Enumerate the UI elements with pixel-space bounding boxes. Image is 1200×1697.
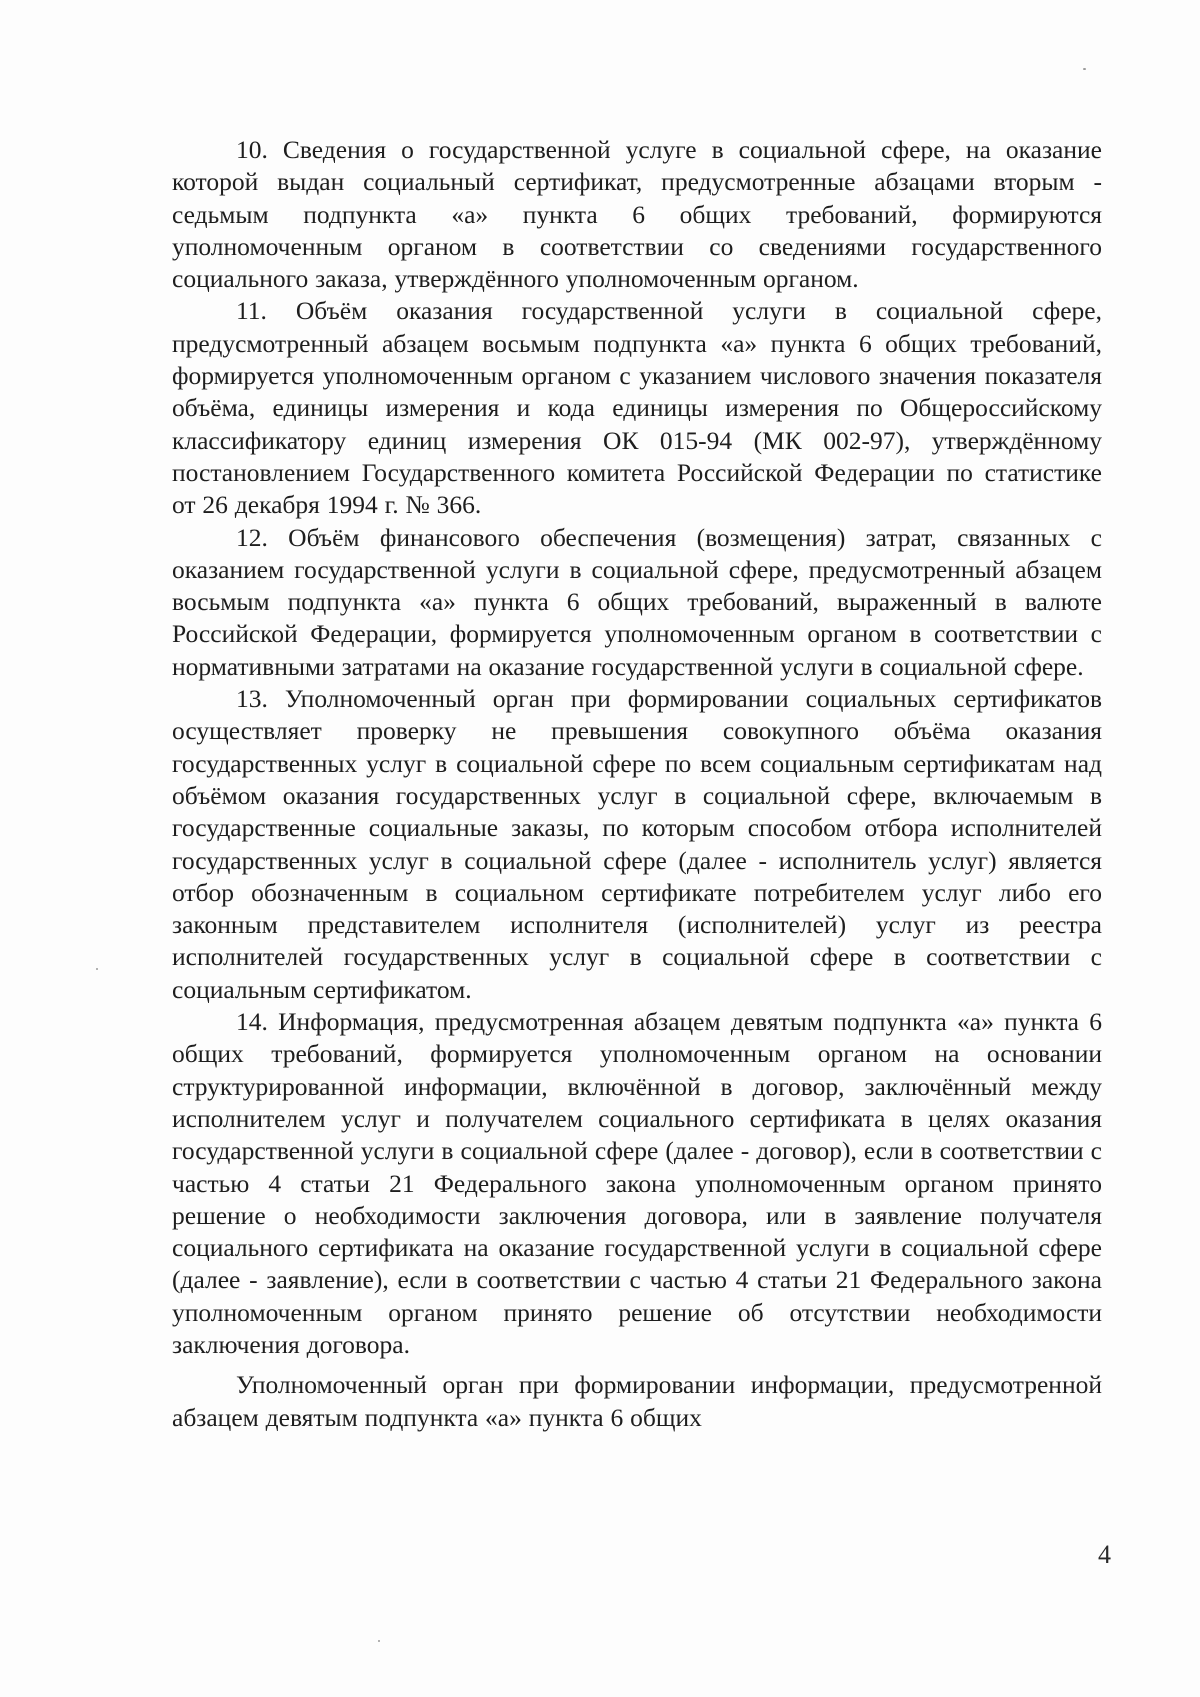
- paragraph-12: 12. Объём финансового обеспечения (возмещения) затрат, связанных с оказанием государственной услуги в социальной сфере, предусмотренный абзацем восьмым подпункта «а» пункта 6 общих требований, выраженный в валюте Российской Федерации, формируется уполномоченным органом в соответствии с нормативными затратами на оказание государственной услуги в социальной сфере.: [172, 522, 1102, 681]
- paragraph-continuation: Уполномоченный орган при формировании информации, предусмотренной абзацем девятым подпункта «а» пункта 6 общих: [172, 1370, 1102, 1432]
- scan-speck: [96, 968, 98, 970]
- document-body: [172, 134, 1102, 1434]
- scan-speck: [1083, 68, 1086, 70]
- paragraph-10: 10. Сведения о государственной услуге в социальной сфере, на оказание которой выдан социальный сертификат, предусмотренные абзацами вторым - седьмым подпункта «а» пункта 6 общих требований, формируются уполномоченным органом в соответствии со сведениями государственного социального заказа, утверждённого уполномоченным органом.: [172, 135, 1102, 294]
- paragraph-11: 11. Объём оказания государственной услуги в социальной сфере, предусмотренный абзацем восьмым подпункта «а» пункта 6 общих требований, формируется уполномоченным органом с указанием числового значения показателя объёма, единицы измерения и кода единицы измерения по Общероссийскому классификатору единиц измерения ОК 015-94 (МК 002-97), утверждённому постановлением Государственного комитета Российской Федерации по статистике от 26 декабря 1994 г. № 366.: [172, 296, 1102, 520]
- page-number: 4: [1098, 1540, 1111, 1569]
- paragraph-14: 14. Информация, предусмотренная абзацем девятым подпункта «а» пункта 6 общих требований, формируется уполномоченным органом на основании структурированной информации, включённой в договор, заключённый между исполнителем услуг и получателем социального сертификата в целях оказания государственной услуги в социальной сфере (далее - договор), если в соответствии с частью 4 статьи 21 Федерального закона уполномоченным органом принято решение о необходимости заключения договора, или в заявление получателя социального сертификата на оказание государственной услуги в социальной сфере (далее - заявление), если в соответствии с частью 4 статьи 21 Федерального закона уполномоченным органом принято решение об отсутствии необходимости заключения договора.: [172, 1007, 1102, 1359]
- paragraph-13: 13. Уполномоченный орган при формировании социальных сертификатов осуществляет проверку не превышения совокупного объёма оказания государственных услуг в социальной сфере по всем социальным сертификатам над объёмом оказания государственных услуг в социальной сфере, включаемым в государственные социальные заказы, по которым способом отбора исполнителей государственных услуг в социальной сфере (далее - исполнитель услуг) является отбор обозначенным в социальном сертификате потребителем услуг либо его законным представителем исполнителя (исполнителей) услуг из реестра исполнителей государственных услуг в социальной сфере в соответствии с социальным сертификатом.: [172, 684, 1102, 1004]
- scan-speck: [378, 1640, 380, 1642]
